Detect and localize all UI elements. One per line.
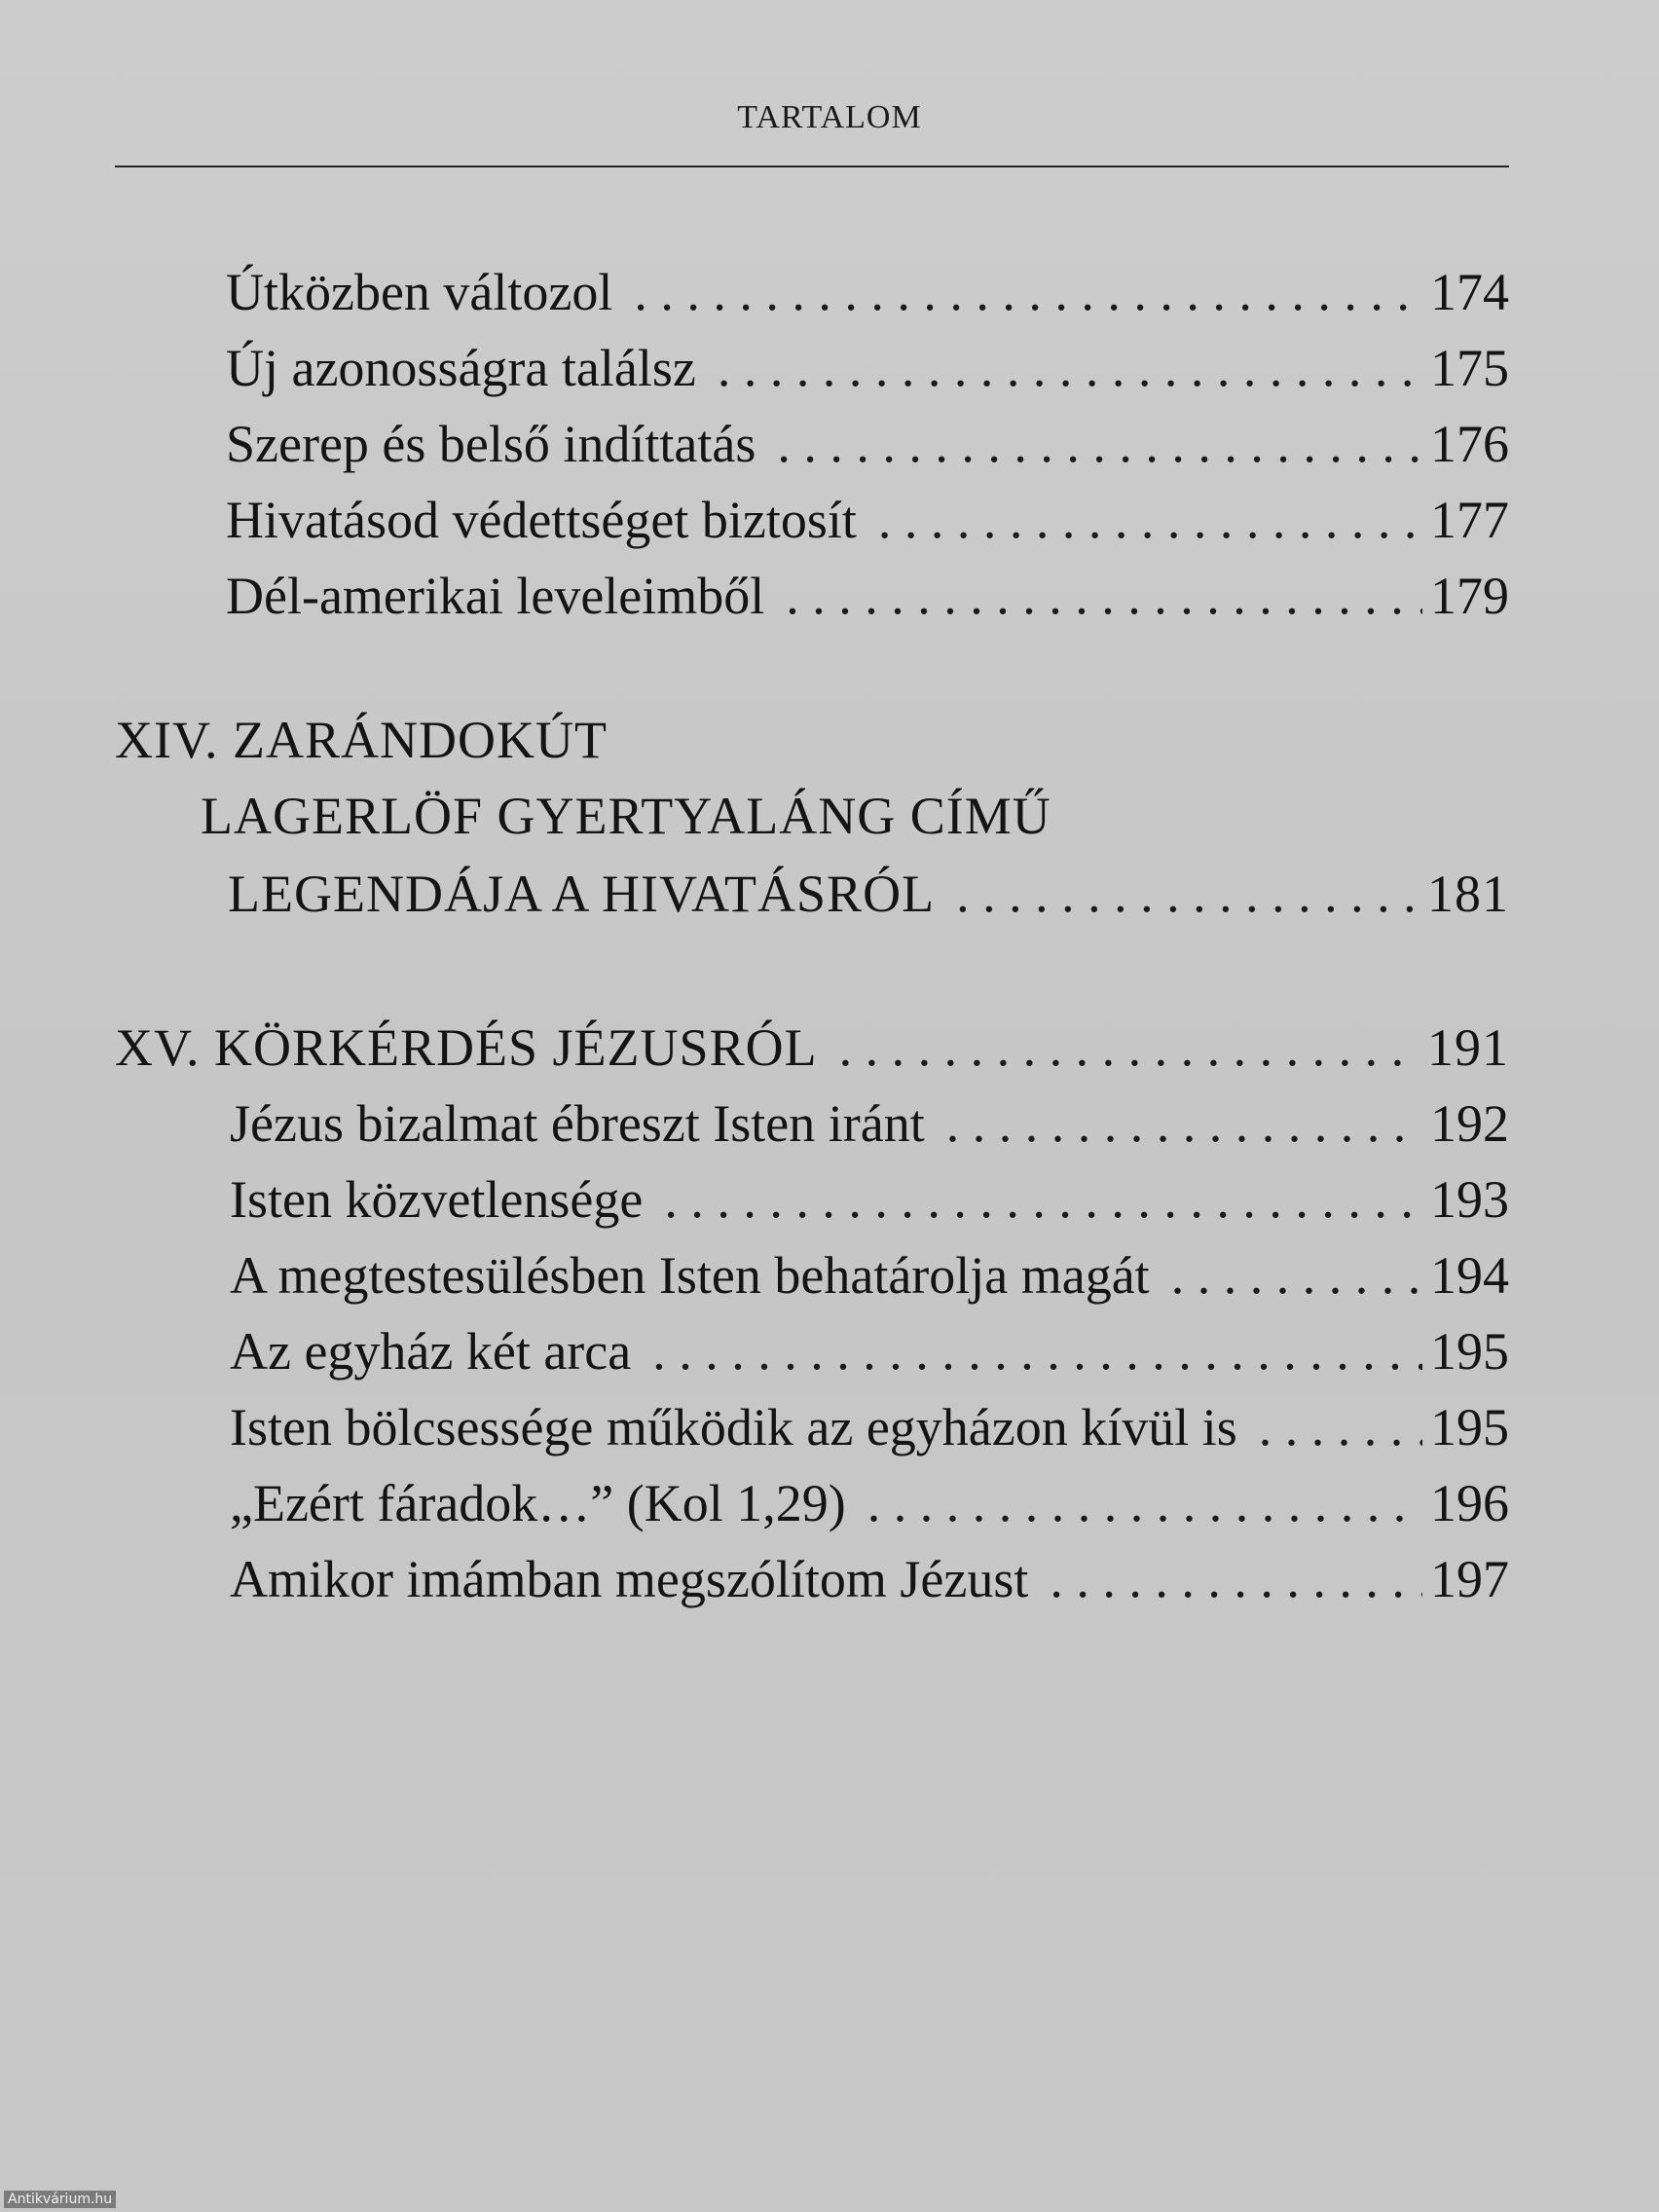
leader-dots <box>786 565 1422 627</box>
leader-dots <box>946 1092 1422 1155</box>
leader-dots <box>867 1472 1422 1534</box>
chapter-15-heading: XV. KÖRKÉRDÉS JÉZUSRÓL <box>115 1018 818 1077</box>
toc-entry-page: 177 <box>1430 491 1509 549</box>
leader-dots <box>878 489 1422 551</box>
running-head: TARTALOM <box>737 99 922 135</box>
toc-entry <box>226 337 1509 399</box>
leader-dots <box>839 1016 1419 1079</box>
source-watermark: Antikvárium.hu <box>4 2191 116 2208</box>
chapter-15-page: 191 <box>1427 1018 1509 1077</box>
toc-entry <box>226 565 1509 627</box>
toc-entry-title: Szerep és belső indíttatás <box>226 415 756 473</box>
chapter-14-heading: XIV. ZARÁNDOKÚT <box>115 711 608 769</box>
toc-entry-page: 192 <box>1430 1094 1509 1153</box>
toc-entry-title: „Ezért fáradok…” (Kol 1,29) <box>230 1474 846 1532</box>
toc-entry <box>226 489 1509 551</box>
toc-entry <box>226 261 1509 323</box>
toc-entry <box>230 1244 1509 1307</box>
toc-entry-title: Dél-amerikai leveleimből <box>226 567 765 625</box>
leader-dots <box>634 261 1422 323</box>
toc-entry-title: A megtestesülésben Isten behatárolja magát <box>230 1246 1150 1305</box>
toc-entry <box>230 1396 1509 1458</box>
leader-dots <box>777 413 1422 475</box>
chapter-14-entry <box>228 863 1509 925</box>
header-rule <box>115 166 1509 167</box>
toc-entry-title: Új azonosságra találsz <box>226 339 696 397</box>
leader-dots <box>652 1320 1422 1382</box>
chapter-15-entry <box>115 1016 1509 1079</box>
toc-entry-page: 193 <box>1430 1170 1509 1229</box>
toc-entry-page: 175 <box>1430 339 1509 397</box>
leader-dots <box>718 337 1422 399</box>
toc-entry <box>230 1092 1509 1155</box>
chapter-14-page: 181 <box>1427 865 1509 923</box>
toc-entry-title: Jézus bizalmat ébreszt Isten iránt <box>230 1094 925 1153</box>
toc-entry-page: 194 <box>1430 1246 1509 1305</box>
toc-entry-page: 196 <box>1430 1474 1509 1532</box>
toc-entry-page: 179 <box>1430 567 1509 625</box>
toc-entry-title: Az egyház két arca <box>230 1322 632 1381</box>
toc-entry <box>230 1320 1509 1382</box>
toc-entry <box>230 1168 1509 1231</box>
toc-entry-page: 174 <box>1430 263 1509 321</box>
chapter-14-subtitle: LAGERLÖF GYERTYALÁNG CÍMŰ <box>201 787 1051 845</box>
toc-entry-page: 197 <box>1430 1550 1509 1608</box>
toc-entry-title: Hivatásod védettséget biztosít <box>226 491 857 549</box>
toc-entry-title: Útközben változol <box>226 263 613 321</box>
leader-dots <box>1259 1396 1422 1458</box>
toc-entry <box>230 1548 1509 1610</box>
toc-entry <box>230 1472 1509 1534</box>
toc-entry-page: 176 <box>1430 415 1509 473</box>
leader-dots <box>1171 1244 1422 1307</box>
leader-dots <box>1050 1548 1422 1610</box>
leader-dots <box>956 863 1419 925</box>
toc-entry-title: Amikor imámban megszólítom Jézust <box>230 1550 1029 1608</box>
toc-entry-title: Isten bölcsessége működik az egyházon kívül is <box>230 1398 1237 1456</box>
toc-entry-page: 195 <box>1430 1398 1509 1456</box>
toc-entry-title: Isten közvetlensége <box>230 1170 644 1229</box>
chapter-14-title-line: LEGENDÁJA A HIVATÁSRÓL <box>228 865 936 923</box>
toc-entry <box>226 413 1509 475</box>
toc-entry-page: 195 <box>1430 1322 1509 1381</box>
leader-dots <box>664 1168 1422 1231</box>
